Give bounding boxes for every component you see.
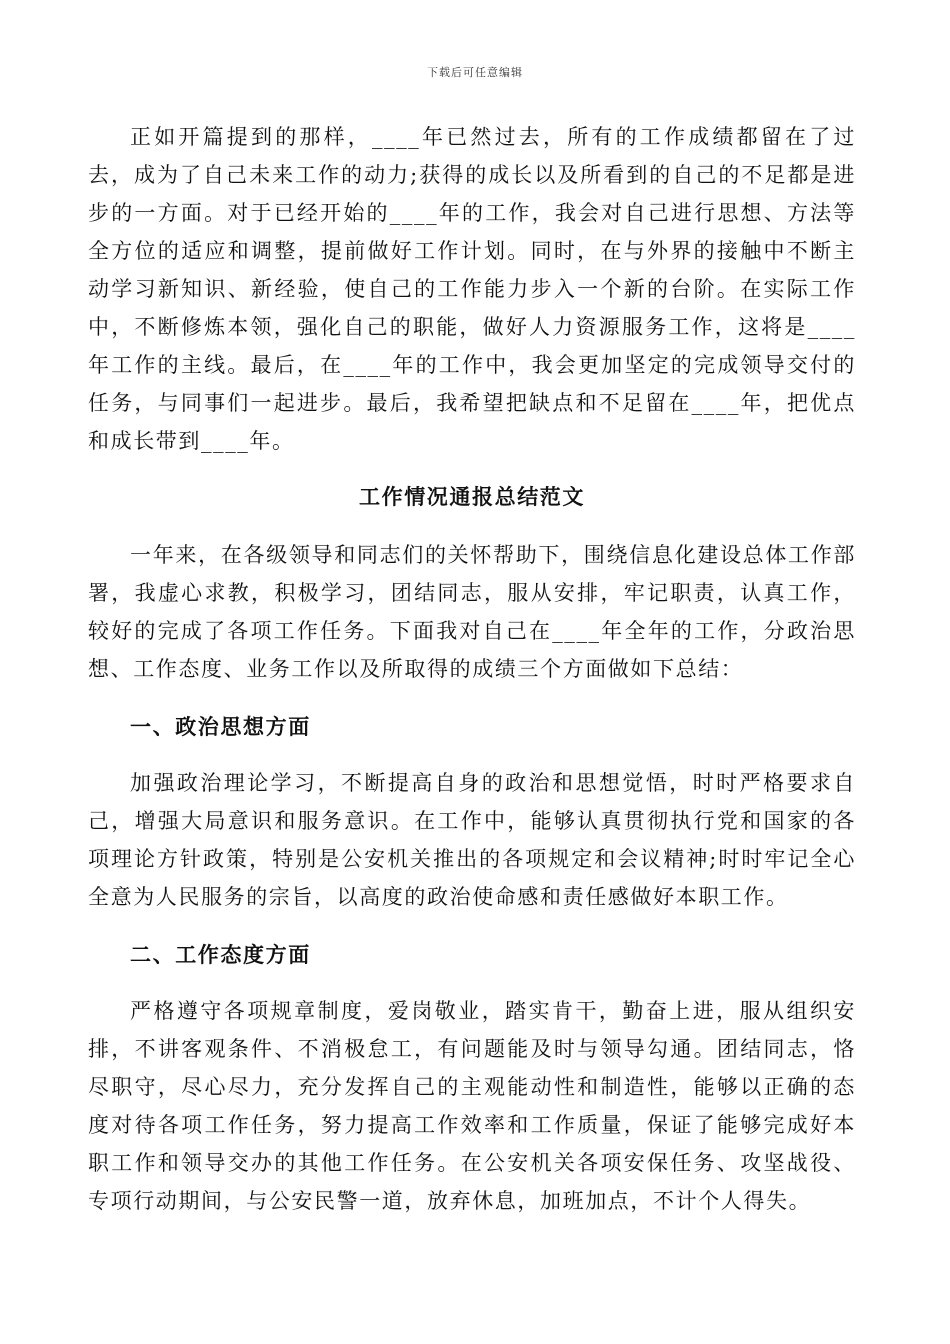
intro-paragraph: 正如开篇提到的那样，____年已然过去，所有的工作成绩都留在了过去，成为了自己未来工作的动力;获得的成长以及所看到的自己的不足都是进步的一方面。对于已经开始的____年的工作，我会对自己进行思想、方法等全方位的适应和调整，提前做好工作计划。同时，在与外界的接触中不断主动学习新知识、新经验，使自己的工作能力步入一个新的台阶。在实际工作中，不断修炼本领，强化自己的职能，做好人力资源服务工作，这将是____年工作的主线。最后，在____年的工作中，我会更加坚定的完成领导交付的任务，与同事们一起进步。最后，我希望把缺点和不足留在____年，把优点和成长带到____年。 — [88, 125, 856, 453]
document-title: 工作情况通报总结范文 — [359, 484, 585, 509]
lead-paragraph: 一年来，在各级领导和同志们的关怀帮助下，围绕信息化建设总体工作部署，我虚心求教，积极学习，团结同志，服从安排，牢记职责，认真工作，较好的完成了各项工作任务。下面我对自己在____年全年的工作，分政治思想、工作态度、业务工作以及所取得的成绩三个方面做如下总结： — [88, 543, 856, 681]
section-body-attitude: 严格遵守各项规章制度，爱岗敬业，踏实肯干，勤奋上进，服从组织安排，不讲客观条件、不消极怠工，有问题能及时与领导勾通。团结同志，恪尽职守，尽心尽力，充分发挥自己的主观能动性和制造性，能够以正确的态度对待各项工作任务，努力提高工作效率和工作质量，保证了能够完成好本职工作和领导交办的其他工作任务。在公安机关各项安保任务、攻坚战役、专项行动期间，与公安民警一道，放弃休息，加班加点，不计个人得失。 — [88, 999, 856, 1213]
section-heading-political: 一、政治思想方面 — [130, 714, 311, 739]
section-body-political: 加强政治理论学习，不断提高自身的政治和思想觉悟，时时严格要求自己，增强大局意识和服务意识。在工作中，能够认真贯彻执行党和国家的各项理论方针政策，特别是公安机关推出的各项规定和会议精神;时时牢记全心全意为人民服务的宗旨，以高度的政治使命感和责任感做好本职工作。 — [88, 771, 856, 909]
section-heading-attitude: 二、工作态度方面 — [130, 942, 311, 967]
page-header-note: 下载后可任意编辑 — [427, 66, 523, 79]
document-body — [88, 118, 856, 1240]
